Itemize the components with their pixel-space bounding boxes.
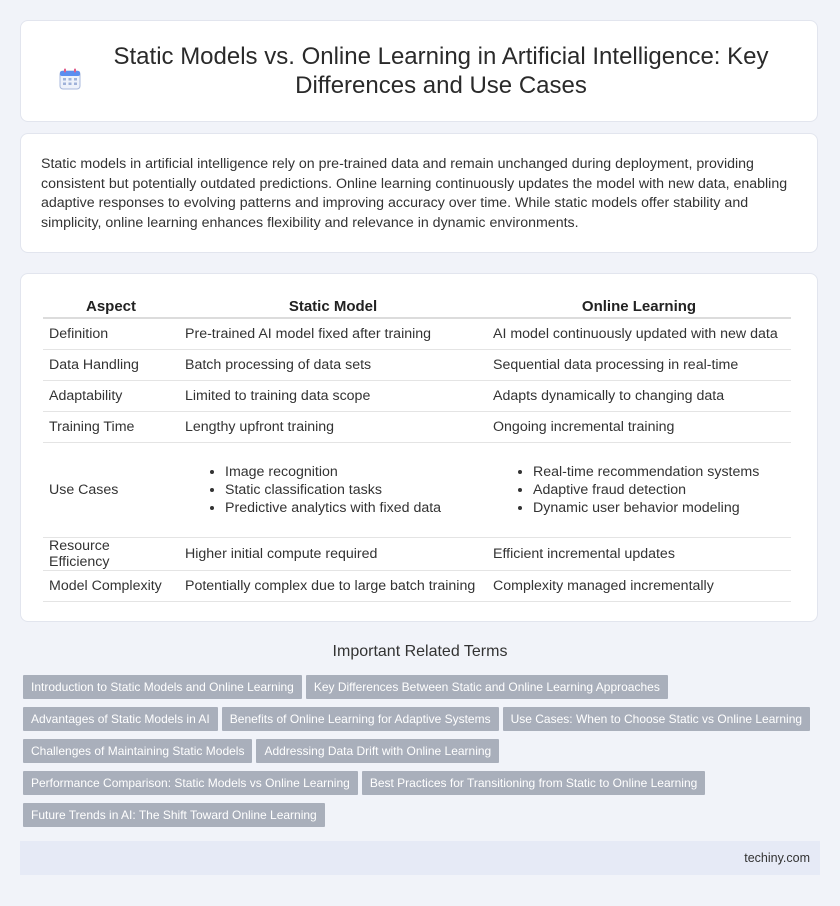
table-cell: Potentially complex due to large batch training (179, 571, 487, 602)
list-item: • Predictive analytics with fixed data (225, 499, 481, 517)
column-header-aspect: Aspect (43, 294, 179, 319)
related-term-link[interactable]: Best Practices for Transitioning from Static to Online Learning (362, 771, 706, 795)
table-cell: Resource Efficiency (43, 538, 179, 571)
table-cell: Adaptability (43, 381, 179, 412)
list-item: • Real-time recommendation systems (533, 463, 785, 481)
comparison-card (20, 273, 818, 622)
list-item: • Adaptive fraud detection (533, 481, 785, 499)
related-term-link[interactable]: Use Cases: When to Choose Static vs Online Learning (503, 707, 810, 731)
table-cell: Higher initial compute required (179, 538, 487, 571)
page-title: Static Models vs. Online Learning in Artificial Intelligence: Key Differences and Use Cases (113, 43, 769, 99)
table-cell: Use Cases (43, 443, 179, 538)
table-row (43, 571, 791, 602)
intro-card (20, 133, 818, 253)
table-cell: Definition (43, 319, 179, 350)
table-row-use-cases (43, 443, 791, 538)
table-cell: Limited to training data scope (179, 381, 487, 412)
table-cell: AI model continuously updated with new data (487, 319, 791, 350)
related-term-link[interactable]: Addressing Data Drift with Online Learning (256, 739, 499, 763)
table-row (43, 538, 791, 571)
table-cell (179, 443, 487, 538)
list-item: • Dynamic user behavior modeling (533, 499, 785, 517)
table-cell: Model Complexity (43, 571, 179, 602)
table-cell: Ongoing incremental training (487, 412, 791, 443)
table-cell: Training Time (43, 412, 179, 443)
related-term-link[interactable]: Benefits of Online Learning for Adaptive Systems (222, 707, 499, 731)
table-cell: Pre-trained AI model fixed after training (179, 319, 487, 350)
table-row (43, 350, 791, 381)
column-header-static: Static Model (179, 294, 487, 319)
related-term-link[interactable]: Future Trends in AI: The Shift Toward Online Learning (23, 803, 325, 827)
comparison-table (43, 294, 791, 602)
table-row (43, 319, 791, 350)
related-terms-title: Important Related Terms (332, 643, 508, 660)
related-term-link[interactable]: Advantages of Static Models in AI (23, 707, 218, 731)
footer (20, 841, 820, 875)
online-use-case-list (493, 463, 785, 517)
list-item: • Image recognition (225, 463, 481, 481)
table-cell: Adapts dynamically to changing data (487, 381, 791, 412)
header-card (20, 20, 818, 122)
table-cell: Complexity managed incrementally (487, 571, 791, 602)
related-term-link[interactable]: Introduction to Static Models and Online Learning (23, 675, 302, 699)
intro-text: Static models in artificial intelligence rely on pre-trained data and remain unchanged during deployment, providing consistent but potentially outdated predictions. Online learning continuously updates the model with new data, enabling adaptive responses to evolving patterns and improving accuracy over time. While static models offer stability and simplicity, online learning enhances flexibility and relevance in dynamic environments. (41, 156, 788, 231)
static-use-case-list (185, 463, 481, 517)
table-cell: Data Handling (43, 350, 179, 381)
related-terms-list (23, 675, 823, 835)
related-term-link[interactable]: Key Differences Between Static and Online Learning Approaches (306, 675, 668, 699)
table-row (43, 412, 791, 443)
table-cell (487, 443, 791, 538)
table-cell: Sequential data processing in real-time (487, 350, 791, 381)
table-header-row (43, 294, 791, 319)
related-term-link[interactable]: Performance Comparison: Static Models vs Online Learning (23, 771, 358, 795)
calendar-icon (59, 68, 81, 90)
table-cell: Batch processing of data sets (179, 350, 487, 381)
column-header-online: Online Learning (487, 294, 791, 319)
table-cell: Lengthy upfront training (179, 412, 487, 443)
table-cell: Efficient incremental updates (487, 538, 791, 571)
footer-site-link[interactable]: techiny.com (744, 851, 810, 865)
list-item: • Static classification tasks (225, 481, 481, 499)
related-term-link[interactable]: Challenges of Maintaining Static Models (23, 739, 252, 763)
table-row (43, 381, 791, 412)
